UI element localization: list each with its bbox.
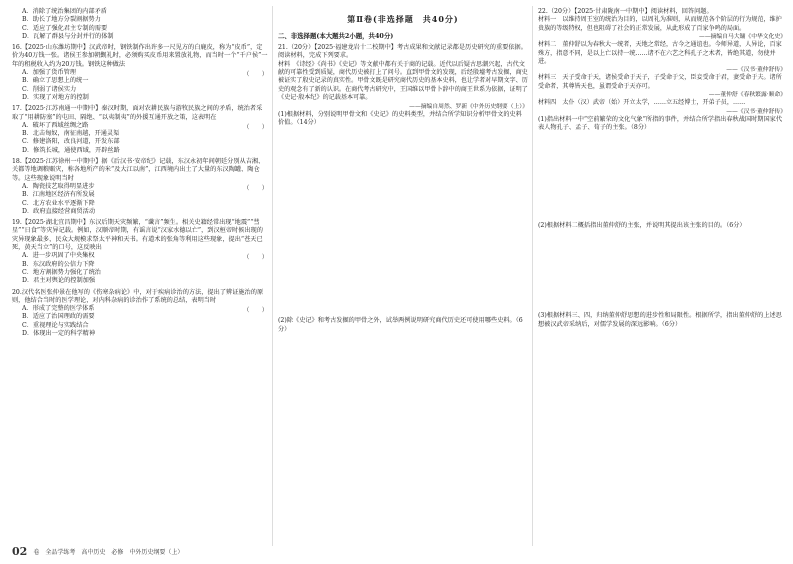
- column-divider: [272, 6, 273, 546]
- material-source: ——摘编自马大镛《中华文化史》: [699, 34, 786, 41]
- question-stem: 20.汉代名医张仲景在他写的《伤寒杂病论》中，对于疾病诊治的方法，提出了辨证施治的原则，他结合当时的医学理论，对内科杂病的诊治作了系统的总结，表明当时: [12, 288, 264, 304]
- option: D．体现出一定的科学精神: [22, 329, 96, 337]
- question-21-part-1: (1)根据材料，分别说明甲骨文和《史记》的史料类型，并结合所学知识分析甲骨文的史料价值。（14分）: [278, 110, 522, 126]
- material-3: 材料三 天子受命于天，诸侯受命于天子，子受命于父，臣妾受命于君，妻受命于夫。诸所受命者，其尊皆天也，虽谓受命于天亦可。: [538, 74, 782, 90]
- option: A．进一步巩固了中央集权: [22, 252, 95, 260]
- material-4: 材料四 太仆（汉）武帝（始）开立太学，……立五经博士，开弟子员，……: [538, 99, 746, 107]
- option: A．破坏了西域丝绸之路: [22, 121, 89, 129]
- column-divider: [532, 6, 533, 546]
- option: A．加强了货币管理: [22, 69, 76, 77]
- question-22-stem: 22.（20分）【2025·甘肃陇南一中期中】阅读材料，回答问题。: [538, 8, 713, 15]
- option: B．适应了治国理政的需要: [22, 313, 95, 321]
- question-22-part-1: (1)指出材料一中“空前繁荣的文化气象”所指的事件，并结合所学指出春秋战国时期国家代表人物孔子、孟子、荀子的主张。（8分）: [538, 115, 783, 131]
- material-2: 材料二 董仲舒以为春秋大一统者，天地之常经，古今之通谊也。今师异道，人异论，百家殊方，指意不同，是以上亡以持一统……诸不在六艺之科孔子之术者，皆绝其道，勿使并进。: [538, 41, 782, 65]
- material-source: ——摘编自周然、罗新《中外历史纲要（上）》: [409, 103, 528, 110]
- option: A．形成了完整的医学体系: [22, 305, 95, 313]
- answer-paren: （ ）: [243, 184, 268, 192]
- question-17: [12, 105, 268, 155]
- option: B．北击匈奴，南征南越，开通灵渠: [22, 130, 120, 138]
- option: C．削弱了诸侯实力: [22, 85, 77, 93]
- answer-paren: （ ）: [243, 71, 268, 79]
- option: D．君主对舆论的控制加强: [22, 277, 96, 285]
- option: D．瓦解了群县与分封并行的体制: [22, 32, 114, 40]
- middle-column: [278, 8, 528, 334]
- option: B．江南地区经济有所发展: [22, 191, 95, 199]
- answer-paren: （ ）: [243, 307, 268, 315]
- question-21-material: 材料 《诗经》《尚书》《史记》等文献中都有关于商的记载。近代以后疑古思潮兴起，古代文献的可靠性受到质疑，商代历史被打上了问号。直到甲骨文的发现，后经殷墟考古发掘，商史被证实了殷史记录的真实性。甲骨文既是研究商代历史的基本史料，也让学者对早期文字、历史的观念有了新的认识。在商代考古研究中，王国维以甲骨卜辞中的商王世系为依据，证明了《史记·殷本纪》的记载基本可靠。: [278, 60, 528, 102]
- option: D．修筑长城，通使西域，开辟丝路: [22, 146, 120, 154]
- option: A．陶瓷技艺取得明显进步: [22, 182, 95, 190]
- answer-space[interactable]: [278, 127, 528, 317]
- page-number: 02: [12, 545, 28, 558]
- q15-options: [12, 8, 268, 41]
- option: B．东汉政府的公信力下降: [22, 260, 95, 268]
- question-stem: 19.【2025·湖北宜昌期中】东汉后期天灾频繁，“谶言”频生。相关史籍经常出现“地震”“彗星”“日食”等灾异记载。例如，汉顺帝时期，有谣言说“汉家水德以亡”，到汉桓帝时候出现的灾异现象最多，民众大规模求祭太平神和天书。有道术的张角等利用这些现象，提出“苍天已死，黄天当立”的口号，这反映出: [12, 219, 263, 252]
- question-20: [12, 289, 268, 339]
- answer-paren: （ ）: [243, 254, 268, 262]
- option: B．确立了思想上的统一: [22, 77, 89, 85]
- option: B．助长了地方分裂割据势力: [22, 16, 101, 24]
- question-16: [12, 44, 268, 102]
- question-18: [12, 158, 268, 216]
- option: C．地方割据势力强化了统治: [22, 268, 101, 276]
- question-stem: 18.【2025·江苏徐州一中期中】据《后汉书·安帝纪》记载，东汉永初年间朝廷分别从吉湘、关都等地调粮赈灾，称各地所产的米“及大江以南”，江西境内出土了大量的东汉陶罐、陶仓等。这些现象说明当时: [12, 158, 265, 182]
- answer-space[interactable]: [538, 132, 786, 222]
- material-1: 材料一 以维持周王室的统治为目的，以周礼为准则，从而规范各个阶层的行为规范，维护贵族的等级特权，但也阻碍了社会的正常发展，从此形成了百家争鸣的局面。: [538, 16, 782, 32]
- option: D．实现了对地方的控制: [22, 93, 89, 101]
- question-21-stem: 21.（20分）【2025·福建龙岩十二校期中】考古成果和文献记录都是历史研究的重要依据。阅读材料，完成下列要求。: [278, 44, 527, 60]
- section-subheading: 二、非选择题(本大题共2小题，共40分): [278, 32, 394, 40]
- question-22-part-2: (2)根据材料二概括指出董仲舒的主张，并说明其提出该主张的目的。（6分）: [538, 222, 746, 230]
- question-stem: 17.【2025·江苏南通一中期中】秦汉时期，面对农耕民族与游牧民族之间的矛盾，统治者采取了“用耕防塞”的屯田、隔绝、“以夷制夷”的外援互通开放之策，这表明在: [12, 105, 263, 121]
- question-19: [12, 219, 268, 285]
- option: A．消除了统治集团的内部矛盾: [22, 8, 107, 15]
- option: C．北方农业水平逐渐下降: [22, 199, 95, 207]
- option: C．修建洛阳，改良河道，开发东部: [22, 138, 120, 146]
- section-title: 第Ⅱ卷(非选择题 共40分): [347, 14, 459, 24]
- footer-label: 卷 全品学练考 高中历史 必修 中外历史纲要（上）: [33, 549, 184, 556]
- option: D．政府直接经营商贸活动: [22, 207, 96, 215]
- question-22-part-3: (3)根据材料三、四，归纳董仲舒思想的进步性和局限性。根据所学，指出董仲舒的上述思想被汉武帝采纳后，对儒学发展的深远影响。（6分）: [538, 312, 782, 328]
- right-column: [538, 8, 786, 329]
- material-source: ——董仲舒《春秋繁露·顺命》: [708, 92, 786, 99]
- left-column: [12, 8, 268, 341]
- answer-space[interactable]: [538, 230, 786, 312]
- material-source: ——《汉书·董仲舒传》: [726, 108, 786, 115]
- answer-paren: （ ）: [243, 123, 268, 131]
- question-21-part-2: (2)除《史记》和考古发掘的甲骨之外，试举两例说明研究商代历史还可使用哪些史料。（6分）: [278, 317, 523, 333]
- page-footer: [12, 545, 183, 558]
- option: C．适应了强化君主专制的需要: [22, 24, 108, 32]
- option: C．重视理论与实践结合: [22, 321, 89, 329]
- material-source: ——《汉书·董仲舒传》: [726, 67, 786, 74]
- question-stem: 16.【2025·山东潍坊期中】汉武帝时，钢铁制作出许多一尺见方的白鹿皮，称为“皮币”，定价为40万钱一张。诸侯王参加朝觐礼时，必须购买皮币用来置放礼物，而当时一个“千户侯”一年的租税收入约为20万钱。钢铁这种做法: [12, 44, 268, 68]
